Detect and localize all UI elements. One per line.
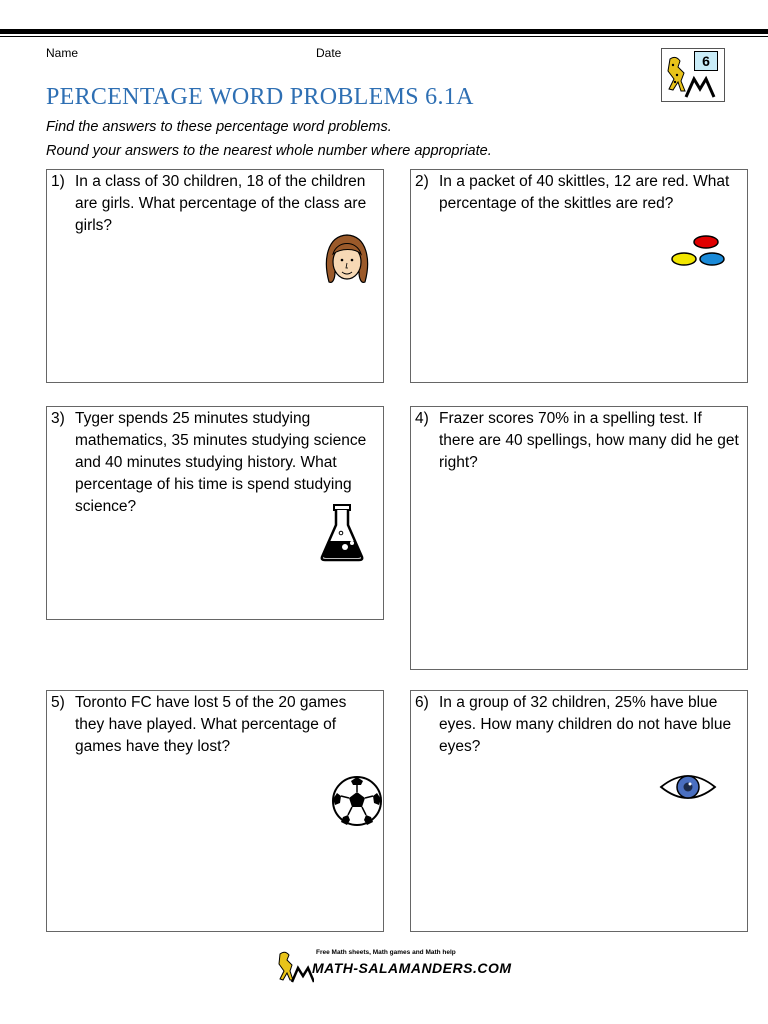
question-box-6 (410, 690, 748, 932)
question-box-3 (46, 406, 384, 620)
question-text: Frazer scores 70% in a spelling test. If there are 40 spellings, how many did he get right? (439, 410, 739, 471)
flask-icon (319, 503, 365, 563)
girl-face-icon (323, 232, 371, 290)
footer-tagline: Free Math sheets, Math games and Math help (316, 949, 456, 956)
question-box-4 (410, 406, 748, 670)
name-label: Name (46, 46, 79, 60)
question-number: 5) (51, 694, 65, 711)
top-rule (0, 29, 768, 34)
question-number: 2) (415, 173, 429, 190)
eye-icon (659, 771, 717, 803)
question-text: Toronto FC have lost 5 of the 20 games they have played. What percentage of games have they lost? (75, 694, 347, 755)
question-text: In a group of 32 children, 25% have blue eyes. How many children do not have blue eyes? (439, 694, 732, 755)
question-box-5 (46, 690, 384, 932)
question-text: In a packet of 40 skittles, 12 are red. What percentage of the skittles are red? (439, 173, 730, 212)
question-box-1 (46, 169, 384, 383)
footer-brand: MATH-SALAMANDERS.COM (312, 960, 512, 976)
question-text: Tyger spends 25 minutes studying mathematics, 35 minutes studying science and 40 minutes studying history. What percentage of his time is spend studying science? (75, 410, 367, 515)
footer-salamander-icon (274, 948, 314, 984)
skittles-icon (669, 234, 727, 270)
question-number: 6) (415, 694, 429, 711)
date-label: Date (316, 46, 342, 60)
question-box-2 (410, 169, 748, 383)
soccer-ball-icon (331, 775, 383, 827)
page-title: PERCENTAGE WORD PROBLEMS 6.1A (46, 84, 474, 110)
question-number: 3) (51, 410, 65, 427)
question-number: 1) (51, 173, 65, 190)
instruction-line-1: Find the answers to these percentage word problems. (46, 119, 392, 135)
grade-badge: 6 (694, 51, 718, 71)
instruction-line-2: Round your answers to the nearest whole number where appropriate. (46, 143, 492, 159)
salamander-logo (661, 48, 725, 102)
question-number: 4) (415, 410, 429, 427)
question-text: In a class of 30 children, 18 of the children are girls. What percentage of the class are girls? (75, 173, 367, 234)
top-rule-thin (0, 36, 768, 37)
